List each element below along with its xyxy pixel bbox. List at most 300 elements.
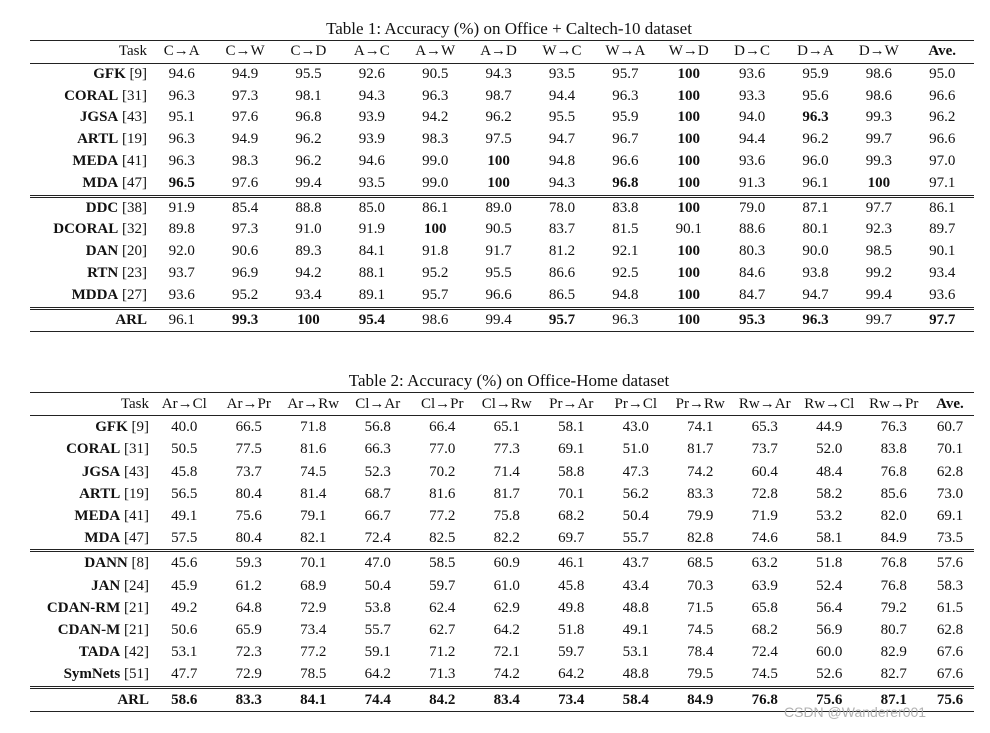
accuracy-cell: 97.6 <box>213 173 276 196</box>
accuracy-cell: 83.3 <box>217 687 282 711</box>
method-citation: [23] <box>118 264 147 281</box>
accuracy-cell: 62.4 <box>429 599 456 616</box>
accuracy-cell: 66.4 <box>429 419 456 436</box>
accuracy-cell: 72.4 <box>346 527 411 551</box>
accuracy-cell: 97.6 <box>231 109 259 126</box>
column-header: W→A <box>594 41 657 64</box>
accuracy-cell: 83.7 <box>548 221 576 238</box>
accuracy-cell: 73.4 <box>539 687 604 711</box>
method-name: CORAL <box>66 441 121 458</box>
column-header: Ar→Cl <box>152 393 217 416</box>
accuracy-cell: 48.4 <box>816 463 843 480</box>
table-2-body <box>30 416 974 712</box>
accuracy-cell: 100 <box>467 173 530 196</box>
method-citation: [42] <box>120 644 149 661</box>
accuracy-cell: 67.6 <box>926 663 974 687</box>
accuracy-cell: 70.1 <box>300 555 327 572</box>
column-header: Ave. <box>926 393 974 416</box>
method-citation: [9] <box>125 65 147 82</box>
accuracy-cell: 81.4 <box>300 485 327 502</box>
accuracy-cell: 96.2 <box>485 109 512 126</box>
accuracy-cell: 60.9 <box>493 555 520 572</box>
accuracy-cell: 62.7 <box>429 622 456 639</box>
accuracy-cell: 98.6 <box>404 308 467 332</box>
column-header: A→C <box>340 41 403 64</box>
method-name: JAN <box>91 577 121 594</box>
table-row <box>30 241 974 263</box>
accuracy-cell: 43.0 <box>622 419 649 436</box>
accuracy-cell: 81.7 <box>493 485 520 502</box>
accuracy-cell: 88.1 <box>358 264 385 281</box>
accuracy-cell: 99.2 <box>865 264 892 281</box>
accuracy-cell: 94.2 <box>422 109 449 126</box>
accuracy-cell: 93.3 <box>738 87 766 104</box>
accuracy-cell: 100 <box>677 199 700 216</box>
accuracy-cell: 48.8 <box>604 663 669 687</box>
accuracy-cell: 56.5 <box>171 485 198 502</box>
accuracy-cell: 94.3 <box>485 65 512 82</box>
accuracy-cell: 71.8 <box>300 419 327 436</box>
accuracy-cell: 84.7 <box>720 285 783 308</box>
method-name-cell <box>30 505 152 527</box>
accuracy-cell: 82.5 <box>410 527 475 551</box>
accuracy-cell: 96.6 <box>467 285 530 308</box>
table-2-block <box>30 370 974 712</box>
column-header: W→D <box>657 41 720 64</box>
method-name-cell <box>30 641 152 663</box>
table-row <box>30 483 974 505</box>
accuracy-cell: 94.0 <box>738 109 766 126</box>
accuracy-cell: 57.6 <box>936 555 964 572</box>
accuracy-cell: 100 <box>677 131 700 148</box>
method-name: MDA <box>82 174 119 191</box>
accuracy-cell: 94.4 <box>738 131 766 148</box>
accuracy-cell: 86.5 <box>530 285 593 308</box>
accuracy-cell: 80.7 <box>880 622 907 639</box>
accuracy-cell: 47.0 <box>364 555 391 572</box>
accuracy-cell: 88.6 <box>738 221 766 238</box>
accuracy-cell: 91.7 <box>485 243 512 260</box>
table-1-body <box>30 63 974 332</box>
accuracy-cell: 95.5 <box>295 65 322 82</box>
method-name-cell <box>30 129 150 151</box>
accuracy-cell: 49.1 <box>622 622 649 639</box>
accuracy-cell: 99.4 <box>467 308 530 332</box>
method-citation: [8] <box>127 555 149 572</box>
column-header: Rw→Cl <box>797 393 862 416</box>
accuracy-cell: 65.1 <box>493 419 520 436</box>
accuracy-cell: 93.6 <box>911 285 975 308</box>
accuracy-cell: 75.6 <box>926 687 974 711</box>
table-2-header-row <box>30 393 974 416</box>
column-header: D→C <box>720 41 783 64</box>
accuracy-cell: 71.9 <box>751 508 778 525</box>
accuracy-cell: 69.1 <box>936 508 964 525</box>
accuracy-cell: 58.1 <box>558 419 585 436</box>
method-citation: [19] <box>118 131 147 148</box>
accuracy-cell: 74.4 <box>346 687 411 711</box>
accuracy-cell: 58.5 <box>429 555 456 572</box>
table-row <box>30 196 974 219</box>
accuracy-cell: 61.5 <box>936 599 964 616</box>
accuracy-cell: 96.3 <box>612 87 639 104</box>
method-name-cell <box>30 461 152 483</box>
accuracy-cell: 65.8 <box>751 599 778 616</box>
accuracy-cell: 52.6 <box>797 663 862 687</box>
accuracy-cell: 74.5 <box>687 622 714 639</box>
accuracy-cell: 99.7 <box>865 131 892 148</box>
accuracy-cell: 50.4 <box>364 577 391 594</box>
accuracy-cell: 84.6 <box>738 264 766 281</box>
accuracy-cell: 99.0 <box>422 152 449 169</box>
method-citation: [32] <box>118 221 147 238</box>
method-name: DAN <box>85 243 119 260</box>
method-citation: [31] <box>120 441 149 458</box>
accuracy-cell: 90.5 <box>485 221 512 238</box>
accuracy-cell: 95.4 <box>340 308 403 332</box>
accuracy-cell: 76.8 <box>733 687 798 711</box>
table-row <box>30 129 974 151</box>
column-header: Pr→Ar <box>539 393 604 416</box>
accuracy-cell: 56.4 <box>816 599 843 616</box>
accuracy-cell: 49.2 <box>171 599 198 616</box>
accuracy-cell: 77.0 <box>429 441 456 458</box>
method-name-cell <box>30 575 152 597</box>
accuracy-cell: 61.0 <box>493 577 520 594</box>
accuracy-cell: 96.1 <box>150 308 213 332</box>
accuracy-cell: 53.2 <box>816 508 843 525</box>
accuracy-cell: 71.3 <box>410 663 475 687</box>
accuracy-cell: 59.7 <box>558 644 585 661</box>
accuracy-cell: 80.3 <box>738 243 766 260</box>
method-name: GFK <box>93 65 126 82</box>
accuracy-cell: 98.3 <box>422 131 449 148</box>
accuracy-cell: 100 <box>677 264 700 281</box>
accuracy-cell: 45.6 <box>171 555 198 572</box>
column-header: C→D <box>277 41 340 64</box>
accuracy-cell: 96.9 <box>231 264 259 281</box>
accuracy-cell: 68.2 <box>751 622 778 639</box>
accuracy-cell: 89.3 <box>295 243 322 260</box>
accuracy-cell: 96.3 <box>168 131 195 148</box>
accuracy-cell: 68.9 <box>300 577 327 594</box>
accuracy-cell: 95.9 <box>802 65 829 82</box>
table-row <box>30 505 974 527</box>
accuracy-cell: 95.7 <box>530 308 593 332</box>
accuracy-cell: 62.8 <box>936 622 964 639</box>
method-citation: [31] <box>118 87 147 104</box>
table-2 <box>30 392 974 712</box>
accuracy-cell: 60.4 <box>751 463 778 480</box>
accuracy-cell: 51.0 <box>622 441 649 458</box>
accuracy-cell: 99.4 <box>847 285 910 308</box>
method-name-cell <box>30 308 150 332</box>
accuracy-cell: 91.9 <box>168 199 195 216</box>
accuracy-cell: 100 <box>847 173 910 196</box>
accuracy-cell: 58.2 <box>816 485 843 502</box>
method-name-cell <box>30 438 152 460</box>
accuracy-cell: 93.5 <box>340 173 403 196</box>
accuracy-cell: 64.2 <box>539 663 604 687</box>
accuracy-cell: 96.3 <box>784 308 847 332</box>
accuracy-cell: 80.1 <box>802 221 829 238</box>
method-name: ARL <box>115 311 147 328</box>
accuracy-cell: 98.5 <box>865 243 892 260</box>
method-name: SymNets <box>63 666 121 683</box>
accuracy-cell: 92.0 <box>168 243 195 260</box>
column-header: Ave. <box>911 41 975 64</box>
accuracy-cell: 86.6 <box>548 264 576 281</box>
accuracy-cell: 100 <box>657 308 720 332</box>
accuracy-cell: 95.1 <box>168 109 195 126</box>
accuracy-cell: 95.7 <box>404 285 467 308</box>
accuracy-cell: 67.6 <box>936 644 964 661</box>
accuracy-cell: 74.2 <box>475 663 540 687</box>
accuracy-cell: 84.9 <box>862 527 927 551</box>
accuracy-cell: 64.2 <box>346 663 411 687</box>
column-header: Rw→Pr <box>862 393 927 416</box>
accuracy-cell: 53.8 <box>364 599 391 616</box>
accuracy-cell: 77.2 <box>429 508 456 525</box>
accuracy-cell: 58.1 <box>797 527 862 551</box>
table-row <box>30 308 974 332</box>
accuracy-cell: 90.1 <box>675 221 702 238</box>
accuracy-cell: 90.0 <box>802 243 829 260</box>
accuracy-cell: 96.6 <box>929 87 956 104</box>
accuracy-cell: 77.2 <box>300 644 327 661</box>
accuracy-cell: 43.7 <box>622 555 649 572</box>
method-name-cell <box>30 63 150 85</box>
method-name: CORAL <box>64 87 119 104</box>
accuracy-cell: 83.8 <box>612 199 639 216</box>
accuracy-cell: 89.0 <box>485 199 512 216</box>
column-header: A→W <box>404 41 467 64</box>
column-header: C→A <box>150 41 213 64</box>
accuracy-cell: 99.3 <box>865 152 892 169</box>
accuracy-cell: 98.6 <box>865 87 892 104</box>
accuracy-cell: 85.4 <box>231 199 259 216</box>
accuracy-cell: 47.3 <box>622 463 649 480</box>
column-header: D→W <box>847 41 910 64</box>
accuracy-cell: 96.6 <box>612 152 639 169</box>
accuracy-cell: 96.3 <box>168 152 195 169</box>
accuracy-cell: 65.9 <box>235 622 262 639</box>
method-name: JGSA <box>79 109 119 126</box>
accuracy-cell: 76.8 <box>880 463 907 480</box>
method-name-cell <box>30 196 150 219</box>
method-name: JGSA <box>81 463 121 480</box>
table-1-header-row <box>30 41 974 64</box>
accuracy-cell: 73.7 <box>751 441 778 458</box>
accuracy-cell: 85.0 <box>358 199 385 216</box>
accuracy-cell: 49.1 <box>171 508 198 525</box>
accuracy-cell: 72.8 <box>751 485 778 502</box>
accuracy-cell: 50.4 <box>622 508 649 525</box>
accuracy-cell: 63.2 <box>751 555 778 572</box>
accuracy-cell: 66.5 <box>235 419 262 436</box>
accuracy-cell: 99.7 <box>847 308 910 332</box>
accuracy-cell: 95.0 <box>929 65 956 82</box>
accuracy-cell: 58.3 <box>936 577 964 594</box>
accuracy-cell: 76.8 <box>880 555 907 572</box>
table-1 <box>30 40 974 332</box>
method-name-cell <box>30 551 152 575</box>
accuracy-cell: 93.6 <box>150 285 213 308</box>
accuracy-cell: 80.4 <box>217 527 282 551</box>
method-citation: [21] <box>120 622 149 639</box>
accuracy-cell: 58.8 <box>558 463 585 480</box>
accuracy-cell: 87.1 <box>862 687 927 711</box>
accuracy-cell: 56.2 <box>622 485 649 502</box>
table-row <box>30 527 974 551</box>
method-name: CDAN-M <box>57 622 121 639</box>
accuracy-cell: 96.3 <box>802 109 829 126</box>
accuracy-cell: 66.7 <box>364 508 391 525</box>
column-header: Pr→Cl <box>604 393 669 416</box>
method-name: DCORAL <box>53 221 119 238</box>
accuracy-cell: 100 <box>677 65 700 82</box>
accuracy-cell: 56.9 <box>816 622 843 639</box>
table-row <box>30 641 974 663</box>
accuracy-cell: 76.3 <box>880 419 907 436</box>
accuracy-cell: 52.0 <box>816 441 843 458</box>
method-name: DDC <box>85 199 119 216</box>
method-name-cell <box>30 527 152 551</box>
accuracy-cell: 85.6 <box>880 485 907 502</box>
accuracy-cell: 73.4 <box>300 622 327 639</box>
accuracy-cell: 72.1 <box>493 644 520 661</box>
accuracy-cell: 100 <box>677 109 700 126</box>
accuracy-cell: 84.2 <box>410 687 475 711</box>
accuracy-cell: 64.2 <box>493 622 520 639</box>
method-name-cell <box>30 285 150 308</box>
accuracy-cell: 74.5 <box>300 463 327 480</box>
accuracy-cell: 96.3 <box>594 308 657 332</box>
accuracy-cell: 96.0 <box>802 152 829 169</box>
accuracy-cell: 83.4 <box>475 687 540 711</box>
accuracy-cell: 96.1 <box>784 173 847 196</box>
accuracy-cell: 84.1 <box>358 243 385 260</box>
accuracy-cell: 57.5 <box>152 527 217 551</box>
accuracy-cell: 86.1 <box>422 199 449 216</box>
accuracy-cell: 93.7 <box>168 264 195 281</box>
accuracy-cell: 88.8 <box>295 199 322 216</box>
accuracy-cell: 72.4 <box>751 644 778 661</box>
accuracy-cell: 82.7 <box>862 663 927 687</box>
accuracy-cell: 71.4 <box>493 463 520 480</box>
accuracy-cell: 53.1 <box>171 644 198 661</box>
accuracy-cell: 79.5 <box>668 663 733 687</box>
accuracy-cell: 83.3 <box>687 485 714 502</box>
accuracy-cell: 84.1 <box>281 687 346 711</box>
table-row <box>30 663 974 687</box>
method-citation: [51] <box>120 666 149 683</box>
accuracy-cell: 89.1 <box>340 285 403 308</box>
table-2-caption: Table 2: Accuracy (%) on Office-Home dataset <box>348 371 670 390</box>
accuracy-cell: 94.9 <box>231 131 259 148</box>
accuracy-cell: 79.2 <box>880 599 907 616</box>
column-header: Cl→Pr <box>410 393 475 416</box>
accuracy-cell: 89.8 <box>168 221 195 238</box>
accuracy-cell: 100 <box>677 87 700 104</box>
method-name-cell <box>30 263 150 285</box>
table-row <box>30 438 974 460</box>
accuracy-cell: 95.9 <box>612 109 639 126</box>
table-row <box>30 86 974 108</box>
accuracy-cell: 95.2 <box>422 264 449 281</box>
accuracy-cell: 97.7 <box>865 199 892 216</box>
accuracy-cell: 94.7 <box>548 131 576 148</box>
accuracy-cell: 96.2 <box>929 109 956 126</box>
accuracy-cell: 72.9 <box>217 663 282 687</box>
accuracy-cell: 93.9 <box>358 109 385 126</box>
accuracy-cell: 73.0 <box>936 485 964 502</box>
table-row <box>30 151 974 173</box>
accuracy-cell: 52.4 <box>816 577 843 594</box>
column-header: Cl→Ar <box>346 393 411 416</box>
table-row <box>30 575 974 597</box>
accuracy-cell: 83.8 <box>880 441 907 458</box>
accuracy-cell: 45.8 <box>171 463 198 480</box>
method-name-cell <box>30 619 152 641</box>
accuracy-cell: 53.1 <box>622 644 649 661</box>
accuracy-cell: 98.1 <box>295 87 322 104</box>
method-name-cell <box>30 86 150 108</box>
table-row <box>30 551 974 575</box>
accuracy-cell: 79.9 <box>687 508 714 525</box>
accuracy-cell: 96.6 <box>929 131 956 148</box>
accuracy-cell: 77.3 <box>493 441 520 458</box>
accuracy-cell: 59.3 <box>235 555 262 572</box>
accuracy-cell: 82.2 <box>475 527 540 551</box>
accuracy-cell: 81.5 <box>612 221 639 238</box>
accuracy-cell: 78.4 <box>687 644 714 661</box>
table-row <box>30 219 974 241</box>
accuracy-cell: 69.1 <box>558 441 585 458</box>
method-citation: [47] <box>118 174 147 191</box>
accuracy-cell: 91.3 <box>720 173 783 196</box>
accuracy-cell: 72.3 <box>235 644 262 661</box>
method-name: GFK <box>95 419 128 436</box>
accuracy-cell: 94.3 <box>358 87 385 104</box>
accuracy-cell: 97.7 <box>911 308 975 332</box>
accuracy-cell: 96.3 <box>168 87 195 104</box>
accuracy-cell: 92.5 <box>612 264 639 281</box>
table-row <box>30 63 974 85</box>
method-citation: [19] <box>120 485 149 502</box>
accuracy-cell: 79.0 <box>738 199 766 216</box>
method-name-cell <box>30 663 152 687</box>
accuracy-cell: 64.8 <box>235 599 262 616</box>
accuracy-cell: 68.7 <box>364 485 391 502</box>
accuracy-cell: 75.6 <box>797 687 862 711</box>
accuracy-cell: 100 <box>677 152 700 169</box>
accuracy-cell: 82.0 <box>880 508 907 525</box>
table-row <box>30 597 974 619</box>
accuracy-cell: 99.4 <box>277 173 340 196</box>
accuracy-cell: 46.1 <box>558 555 585 572</box>
method-citation: [41] <box>118 152 147 169</box>
accuracy-cell: 93.4 <box>277 285 340 308</box>
accuracy-cell: 70.1 <box>558 485 585 502</box>
table-row <box>30 461 974 483</box>
accuracy-cell: 72.9 <box>300 599 327 616</box>
accuracy-cell: 91.0 <box>295 221 322 238</box>
accuracy-cell: 82.8 <box>668 527 733 551</box>
accuracy-cell: 96.8 <box>594 173 657 196</box>
accuracy-cell: 94.8 <box>594 285 657 308</box>
accuracy-cell: 94.6 <box>358 152 385 169</box>
